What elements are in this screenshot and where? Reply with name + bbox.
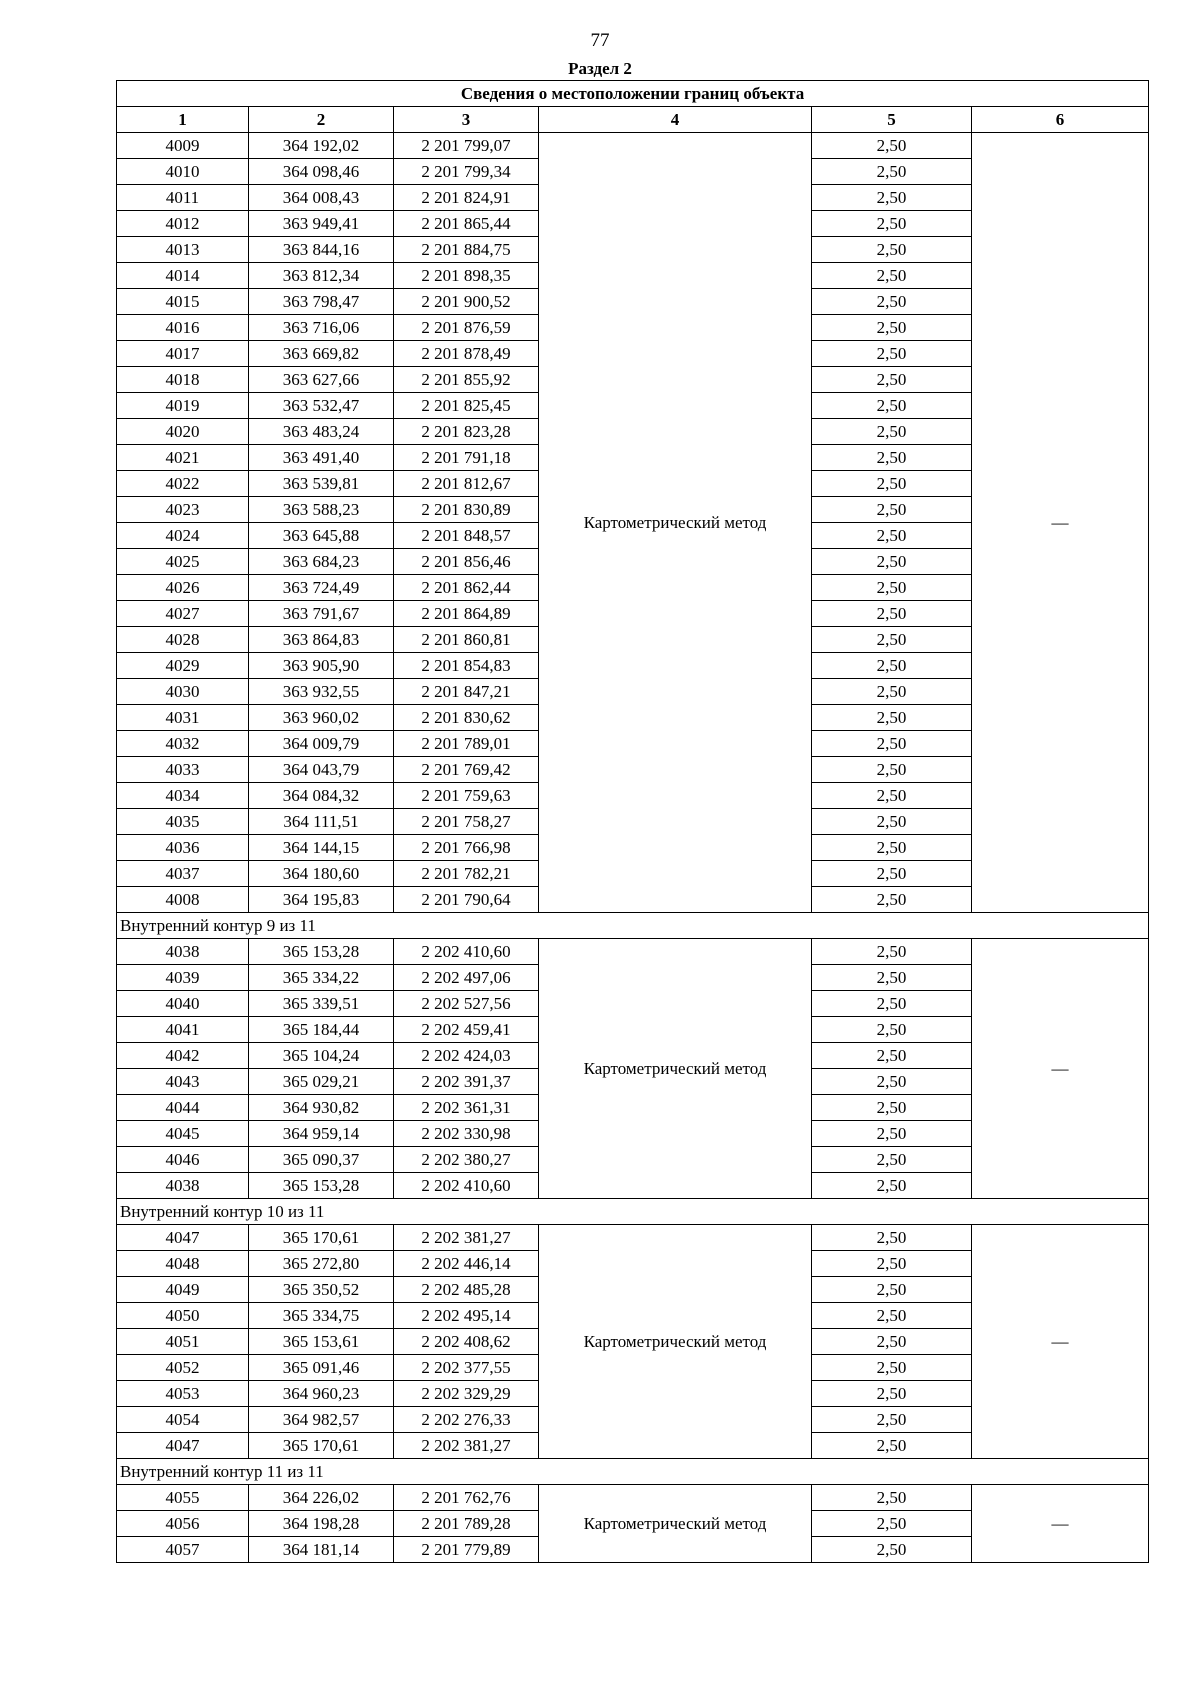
precision-cell: 2,50 [812,809,972,835]
point-number-cell: 4031 [117,705,249,731]
point-number-cell: 4009 [117,133,249,159]
precision-cell: 2,50 [812,1017,972,1043]
precision-cell: 2,50 [812,1147,972,1173]
point-number-cell: 4044 [117,1095,249,1121]
point-number-cell: 4024 [117,523,249,549]
x-coordinate-cell: 364 043,79 [249,757,394,783]
y-coordinate-cell: 2 201 830,89 [394,497,539,523]
y-coordinate-cell: 2 202 381,27 [394,1433,539,1459]
table-row [117,133,1149,159]
y-coordinate-cell: 2 202 361,31 [394,1095,539,1121]
y-coordinate-cell: 2 201 848,57 [394,523,539,549]
column-header: 4 [539,107,812,133]
x-coordinate-cell: 365 090,37 [249,1147,394,1173]
y-coordinate-cell: 2 201 779,89 [394,1537,539,1563]
point-number-cell: 4057 [117,1537,249,1563]
point-number-cell: 4023 [117,497,249,523]
point-number-cell: 4054 [117,1407,249,1433]
y-coordinate-cell: 2 202 381,27 [394,1225,539,1251]
point-number-cell: 4032 [117,731,249,757]
y-coordinate-cell: 2 202 485,28 [394,1277,539,1303]
y-coordinate-cell: 2 202 497,06 [394,965,539,991]
precision-cell: 2,50 [812,1381,972,1407]
y-coordinate-cell: 2 201 759,63 [394,783,539,809]
y-coordinate-cell: 2 202 446,14 [394,1251,539,1277]
contour-label-row [117,1199,1149,1225]
precision-cell: 2,50 [812,185,972,211]
precision-cell: 2,50 [812,1225,972,1251]
point-number-cell: 4010 [117,159,249,185]
y-coordinate-cell: 2 201 830,62 [394,705,539,731]
contour-label-row [117,1459,1149,1485]
y-coordinate-cell: 2 201 898,35 [394,263,539,289]
x-coordinate-cell: 363 669,82 [249,341,394,367]
y-coordinate-cell: 2 202 276,33 [394,1407,539,1433]
point-number-cell: 4011 [117,185,249,211]
point-number-cell: 4047 [117,1225,249,1251]
table-row [117,939,1149,965]
y-coordinate-cell: 2 202 410,60 [394,1173,539,1199]
x-coordinate-cell: 363 932,55 [249,679,394,705]
y-coordinate-cell: 2 202 377,55 [394,1355,539,1381]
point-number-cell: 4016 [117,315,249,341]
y-coordinate-cell: 2 201 847,21 [394,679,539,705]
precision-cell: 2,50 [812,705,972,731]
column-header: 2 [249,107,394,133]
y-coordinate-cell: 2 202 527,56 [394,991,539,1017]
point-number-cell: 4035 [117,809,249,835]
x-coordinate-cell: 365 153,28 [249,939,394,965]
y-coordinate-cell: 2 202 329,29 [394,1381,539,1407]
point-number-cell: 4017 [117,341,249,367]
point-number-cell: 4025 [117,549,249,575]
column-header: 6 [972,107,1149,133]
x-coordinate-cell: 363 491,40 [249,445,394,471]
table-body [117,133,1149,1563]
table-row [117,1225,1149,1251]
x-coordinate-cell: 365 334,75 [249,1303,394,1329]
precision-cell: 2,50 [812,991,972,1017]
precision-cell: 2,50 [812,133,972,159]
precision-cell: 2,50 [812,1537,972,1563]
y-coordinate-cell: 2 201 900,52 [394,289,539,315]
precision-cell: 2,50 [812,1329,972,1355]
precision-cell: 2,50 [812,887,972,913]
x-coordinate-cell: 365 272,80 [249,1251,394,1277]
precision-cell: 2,50 [812,393,972,419]
y-coordinate-cell: 2 201 789,01 [394,731,539,757]
precision-cell: 2,50 [812,1511,972,1537]
x-coordinate-cell: 364 181,14 [249,1537,394,1563]
point-number-cell: 4034 [117,783,249,809]
y-coordinate-cell: 2 202 424,03 [394,1043,539,1069]
contour-label: Внутренний контур 11 из 11 [117,1459,1149,1485]
x-coordinate-cell: 363 532,47 [249,393,394,419]
point-number-cell: 4055 [117,1485,249,1511]
point-number-cell: 4038 [117,939,249,965]
y-coordinate-cell: 2 201 789,28 [394,1511,539,1537]
table-caption: Сведения о местоположении границ объекта [117,81,1149,107]
x-coordinate-cell: 364 195,83 [249,887,394,913]
x-coordinate-cell: 365 029,21 [249,1069,394,1095]
y-coordinate-cell: 2 201 758,27 [394,809,539,835]
x-coordinate-cell: 364 144,15 [249,835,394,861]
x-coordinate-cell: 365 104,24 [249,1043,394,1069]
x-coordinate-cell: 363 627,66 [249,367,394,393]
x-coordinate-cell: 365 184,44 [249,1017,394,1043]
y-coordinate-cell: 2 201 860,81 [394,627,539,653]
precision-cell: 2,50 [812,341,972,367]
point-number-cell: 4027 [117,601,249,627]
x-coordinate-cell: 364 959,14 [249,1121,394,1147]
point-number-cell: 4049 [117,1277,249,1303]
x-coordinate-cell: 365 339,51 [249,991,394,1017]
precision-cell: 2,50 [812,1407,972,1433]
contour-label: Внутренний контур 9 из 11 [117,913,1149,939]
point-number-cell: 4056 [117,1511,249,1537]
x-coordinate-cell: 364 180,60 [249,861,394,887]
y-coordinate-cell: 2 201 769,42 [394,757,539,783]
y-coordinate-cell: 2 201 884,75 [394,237,539,263]
y-coordinate-cell: 2 201 865,44 [394,211,539,237]
x-coordinate-cell: 365 153,28 [249,1173,394,1199]
point-number-cell: 4028 [117,627,249,653]
precision-cell: 2,50 [812,627,972,653]
precision-cell: 2,50 [812,1095,972,1121]
point-number-cell: 4036 [117,835,249,861]
x-coordinate-cell: 363 791,67 [249,601,394,627]
y-coordinate-cell: 2 201 854,83 [394,653,539,679]
point-number-cell: 4022 [117,471,249,497]
y-coordinate-cell: 2 201 799,07 [394,133,539,159]
precision-cell: 2,50 [812,497,972,523]
y-coordinate-cell: 2 202 410,60 [394,939,539,965]
x-coordinate-cell: 364 008,43 [249,185,394,211]
point-number-cell: 4046 [117,1147,249,1173]
x-coordinate-cell: 363 645,88 [249,523,394,549]
precision-cell: 2,50 [812,835,972,861]
point-number-cell: 4008 [117,887,249,913]
x-coordinate-cell: 363 905,90 [249,653,394,679]
precision-cell: 2,50 [812,445,972,471]
method-cell: Картометрический метод [539,939,812,1199]
point-number-cell: 4018 [117,367,249,393]
y-coordinate-cell: 2 201 782,21 [394,861,539,887]
method-cell: Картометрический метод [539,1225,812,1459]
point-number-cell: 4020 [117,419,249,445]
y-coordinate-cell: 2 201 790,64 [394,887,539,913]
precision-cell: 2,50 [812,1121,972,1147]
point-number-cell: 4015 [117,289,249,315]
x-coordinate-cell: 363 812,34 [249,263,394,289]
y-coordinate-cell: 2 202 408,62 [394,1329,539,1355]
point-number-cell: 4037 [117,861,249,887]
x-coordinate-cell: 363 483,24 [249,419,394,445]
x-coordinate-cell: 363 844,16 [249,237,394,263]
precision-cell: 2,50 [812,263,972,289]
point-number-cell: 4048 [117,1251,249,1277]
precision-cell: 2,50 [812,549,972,575]
point-number-cell: 4052 [117,1355,249,1381]
precision-cell: 2,50 [812,471,972,497]
point-number-cell: 4053 [117,1381,249,1407]
x-coordinate-cell: 364 084,32 [249,783,394,809]
precision-cell: 2,50 [812,653,972,679]
precision-cell: 2,50 [812,679,972,705]
precision-cell: 2,50 [812,1173,972,1199]
table-row [117,1485,1149,1511]
point-number-cell: 4043 [117,1069,249,1095]
note-cell: — [972,133,1149,913]
point-number-cell: 4026 [117,575,249,601]
column-header-row [117,107,1149,133]
precision-cell: 2,50 [812,1485,972,1511]
precision-cell: 2,50 [812,783,972,809]
precision-cell: 2,50 [812,965,972,991]
precision-cell: 2,50 [812,211,972,237]
column-header: 5 [812,107,972,133]
y-coordinate-cell: 2 201 824,91 [394,185,539,211]
x-coordinate-cell: 363 588,23 [249,497,394,523]
point-number-cell: 4042 [117,1043,249,1069]
boundary-table [116,80,1149,1563]
precision-cell: 2,50 [812,601,972,627]
x-coordinate-cell: 364 226,02 [249,1485,394,1511]
contour-label-row [117,913,1149,939]
point-number-cell: 4047 [117,1433,249,1459]
y-coordinate-cell: 2 201 864,89 [394,601,539,627]
column-header: 3 [394,107,539,133]
precision-cell: 2,50 [812,367,972,393]
x-coordinate-cell: 363 684,23 [249,549,394,575]
point-number-cell: 4030 [117,679,249,705]
x-coordinate-cell: 365 170,61 [249,1225,394,1251]
y-coordinate-cell: 2 201 799,34 [394,159,539,185]
precision-cell: 2,50 [812,159,972,185]
y-coordinate-cell: 2 202 380,27 [394,1147,539,1173]
x-coordinate-cell: 364 009,79 [249,731,394,757]
precision-cell: 2,50 [812,731,972,757]
page-number: 77 [590,30,610,51]
x-coordinate-cell: 365 170,61 [249,1433,394,1459]
x-coordinate-cell: 364 198,28 [249,1511,394,1537]
precision-cell: 2,50 [812,419,972,445]
point-number-cell: 4033 [117,757,249,783]
y-coordinate-cell: 2 201 762,76 [394,1485,539,1511]
point-number-cell: 4019 [117,393,249,419]
precision-cell: 2,50 [812,1277,972,1303]
point-number-cell: 4038 [117,1173,249,1199]
point-number-cell: 4045 [117,1121,249,1147]
x-coordinate-cell: 365 350,52 [249,1277,394,1303]
precision-cell: 2,50 [812,315,972,341]
point-number-cell: 4021 [117,445,249,471]
y-coordinate-cell: 2 201 862,44 [394,575,539,601]
point-number-cell: 4041 [117,1017,249,1043]
precision-cell: 2,50 [812,1069,972,1095]
y-coordinate-cell: 2 202 391,37 [394,1069,539,1095]
precision-cell: 2,50 [812,1043,972,1069]
x-coordinate-cell: 363 949,41 [249,211,394,237]
note-cell: — [972,1485,1149,1563]
method-cell: Картометрический метод [539,1485,812,1563]
point-number-cell: 4051 [117,1329,249,1355]
y-coordinate-cell: 2 202 495,14 [394,1303,539,1329]
x-coordinate-cell: 363 864,83 [249,627,394,653]
y-coordinate-cell: 2 201 766,98 [394,835,539,861]
precision-cell: 2,50 [812,861,972,887]
precision-cell: 2,50 [812,1433,972,1459]
precision-cell: 2,50 [812,523,972,549]
precision-cell: 2,50 [812,1251,972,1277]
column-header: 1 [117,107,249,133]
x-coordinate-cell: 365 153,61 [249,1329,394,1355]
x-coordinate-cell: 363 539,81 [249,471,394,497]
contour-label: Внутренний контур 10 из 11 [117,1199,1149,1225]
method-cell: Картометрический метод [539,133,812,913]
x-coordinate-cell: 363 798,47 [249,289,394,315]
point-number-cell: 4039 [117,965,249,991]
note-cell: — [972,939,1149,1199]
y-coordinate-cell: 2 201 856,46 [394,549,539,575]
x-coordinate-cell: 364 960,23 [249,1381,394,1407]
point-number-cell: 4040 [117,991,249,1017]
x-coordinate-cell: 364 982,57 [249,1407,394,1433]
precision-cell: 2,50 [812,939,972,965]
section-title: Раздел 2 [568,59,632,78]
precision-cell: 2,50 [812,237,972,263]
point-number-cell: 4014 [117,263,249,289]
precision-cell: 2,50 [812,1355,972,1381]
y-coordinate-cell: 2 201 855,92 [394,367,539,393]
x-coordinate-cell: 364 930,82 [249,1095,394,1121]
y-coordinate-cell: 2 202 459,41 [394,1017,539,1043]
point-number-cell: 4029 [117,653,249,679]
y-coordinate-cell: 2 201 876,59 [394,315,539,341]
precision-cell: 2,50 [812,289,972,315]
precision-cell: 2,50 [812,757,972,783]
x-coordinate-cell: 363 716,06 [249,315,394,341]
y-coordinate-cell: 2 201 791,18 [394,445,539,471]
y-coordinate-cell: 2 201 825,45 [394,393,539,419]
x-coordinate-cell: 364 192,02 [249,133,394,159]
precision-cell: 2,50 [812,575,972,601]
y-coordinate-cell: 2 201 878,49 [394,341,539,367]
y-coordinate-cell: 2 202 330,98 [394,1121,539,1147]
x-coordinate-cell: 363 724,49 [249,575,394,601]
x-coordinate-cell: 364 111,51 [249,809,394,835]
point-number-cell: 4050 [117,1303,249,1329]
y-coordinate-cell: 2 201 812,67 [394,471,539,497]
x-coordinate-cell: 363 960,02 [249,705,394,731]
y-coordinate-cell: 2 201 823,28 [394,419,539,445]
x-coordinate-cell: 364 098,46 [249,159,394,185]
note-cell: — [972,1225,1149,1459]
x-coordinate-cell: 365 334,22 [249,965,394,991]
point-number-cell: 4013 [117,237,249,263]
x-coordinate-cell: 365 091,46 [249,1355,394,1381]
point-number-cell: 4012 [117,211,249,237]
precision-cell: 2,50 [812,1303,972,1329]
